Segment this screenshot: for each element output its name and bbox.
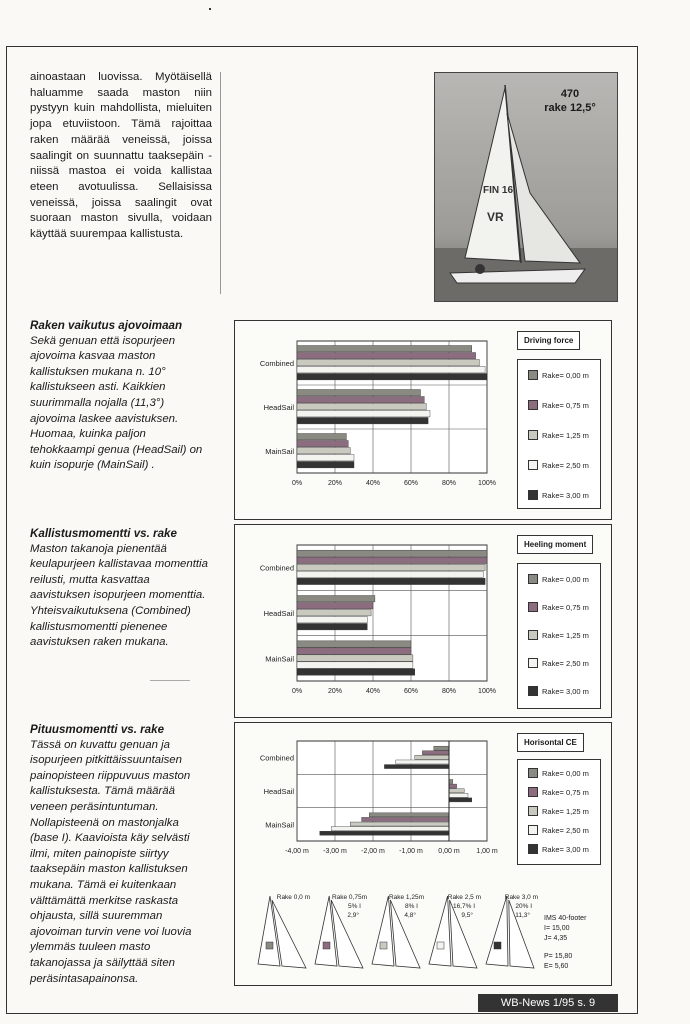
legend-swatch	[528, 844, 538, 854]
legend-item	[528, 370, 589, 380]
section-horizontal-ce	[30, 722, 210, 987]
x-tick-label: 40%	[365, 480, 381, 487]
category-label: MainSail	[265, 447, 294, 456]
headsail-shape	[429, 896, 451, 966]
sail-label: Rake 0,0 m	[276, 894, 310, 901]
bar	[384, 765, 449, 769]
section-heading: Pituusmomentti vs. rake	[30, 723, 165, 736]
legend-swatch	[528, 460, 538, 470]
bar	[449, 793, 468, 797]
ims-p: P= 15,80	[544, 953, 573, 960]
legend-label: Rake= 3,00 m	[542, 686, 589, 696]
legend-swatch	[528, 370, 538, 380]
legend-item	[528, 787, 589, 797]
sail-label-percent: 8% I	[404, 903, 418, 910]
photo-caption	[530, 87, 610, 115]
bar	[297, 360, 479, 366]
x-tick-label: 40%	[365, 688, 381, 695]
sail-label-angle: 2,9°	[347, 912, 359, 919]
bar	[297, 662, 413, 668]
legend-item	[528, 686, 589, 696]
x-tick-label: 100%	[478, 688, 496, 695]
legend-swatch	[528, 400, 538, 410]
column-rule	[220, 72, 221, 294]
category-label: MainSail	[265, 820, 294, 830]
bar	[297, 571, 483, 577]
ce-marker	[323, 942, 330, 949]
x-tick-label: 20%	[327, 480, 343, 487]
bar	[297, 353, 476, 359]
sail-label: Rake 1,25m	[388, 894, 424, 901]
smudge	[150, 680, 190, 681]
bar	[297, 448, 350, 454]
sailboat-photo	[434, 72, 618, 302]
section-heading: Raken vaikutus ajovoimaan	[30, 319, 183, 332]
x-tick-label: 80%	[441, 688, 457, 695]
legend-swatch	[528, 574, 538, 584]
photo-caption-class: 470	[560, 88, 580, 100]
bar	[422, 751, 449, 755]
category-label: Combined	[259, 359, 294, 368]
bar	[297, 462, 354, 468]
section-heading: Kallistusmomentti vs. rake	[30, 527, 177, 540]
legend	[517, 759, 601, 865]
x-tick-label: 0%	[291, 688, 303, 695]
bar	[297, 557, 487, 563]
legend-item	[528, 602, 589, 612]
bar	[297, 624, 367, 630]
bar	[297, 578, 485, 584]
sail-label-angle: 11,3°	[515, 912, 530, 919]
legend-item	[528, 825, 589, 835]
bar	[297, 418, 428, 424]
legend-item	[528, 630, 589, 640]
x-tick-label: 20%	[327, 688, 343, 695]
x-tick-label: -3,00 m	[323, 848, 347, 855]
legend-label: Rake= 0,75 m	[542, 787, 589, 797]
legend-label: Rake= 0,00 m	[542, 370, 589, 380]
category-label: HeadSail	[263, 787, 294, 796]
x-tick-label: 60%	[403, 688, 419, 695]
section-driving-force	[30, 318, 210, 474]
x-tick-label: 80%	[441, 480, 457, 487]
legend-label: Rake= 0,75 m	[542, 602, 589, 612]
bar	[297, 596, 375, 602]
bar	[434, 746, 449, 750]
ims-class: IMS 40-footer	[544, 915, 587, 922]
legend-item	[528, 574, 589, 584]
legend-swatch	[528, 806, 538, 816]
sail-label-angle: 4,8°	[404, 912, 416, 919]
x-tick-label: 0,00 m	[438, 848, 460, 855]
category-label: Combined	[259, 753, 294, 763]
legend-item	[528, 768, 589, 778]
legend-swatch	[528, 630, 538, 640]
legend-swatch	[528, 825, 538, 835]
ce-marker	[494, 942, 501, 949]
bar	[297, 441, 348, 447]
svg-text:VR: VR	[487, 210, 504, 224]
bar	[396, 760, 449, 764]
legend-label: Rake= 1,25 m	[542, 806, 589, 816]
bar	[297, 390, 421, 396]
legend-swatch	[528, 686, 538, 696]
legend-label: Rake= 1,25 m	[542, 430, 589, 440]
bar	[297, 641, 411, 647]
legend-label: Rake= 3,00 m	[542, 844, 589, 854]
bar	[369, 813, 449, 817]
bar	[297, 404, 426, 410]
bar	[297, 434, 346, 440]
sail-label: Rake 3,0 m	[504, 894, 538, 901]
svg-text:FIN 16: FIN 16	[483, 185, 514, 196]
bar	[297, 648, 411, 654]
bar	[320, 831, 449, 835]
bar	[297, 564, 485, 570]
heeling-moment-chart	[234, 524, 612, 718]
page-footer: WB-News 1/95 s. 9	[478, 994, 618, 1012]
ce-marker	[380, 942, 387, 949]
sail-label-angle: 9,5°	[461, 912, 473, 919]
ims-j: J= 4,35	[544, 935, 568, 942]
x-tick-label: -4,00 m	[285, 848, 309, 855]
ims-e: E= 5,60	[544, 963, 569, 970]
sail-label-percent: 5% I	[347, 903, 361, 910]
bar	[297, 397, 424, 403]
section-text: Maston takanoja pienentää keulapurjeen kallistavaa momenttia reilusti, mutta kasvattaa aavistuksen isopurjeen momenttia. Yhteisvaikutuksena (Combined) kallistusmomentti pienenee aavistuksen raken mukana.	[30, 542, 208, 649]
bar	[297, 603, 373, 609]
legend-swatch	[528, 658, 538, 668]
headsail-shape	[486, 896, 508, 966]
bar	[297, 367, 485, 373]
legend-item	[528, 400, 589, 410]
legend-swatch	[528, 787, 538, 797]
sail-label-percent: 16,7% I	[452, 903, 475, 910]
legend-label: Rake= 1,25 m	[542, 630, 589, 640]
bar	[449, 789, 464, 793]
legend-title: Heeling moment	[517, 535, 593, 554]
bar	[297, 346, 472, 352]
x-tick-label: 60%	[403, 480, 419, 487]
x-tick-label: -2,00 m	[361, 848, 385, 855]
legend-swatch	[528, 490, 538, 500]
photo-caption-rake: rake 12,5°	[544, 102, 596, 114]
legend-label: Rake= 0,00 m	[542, 574, 589, 584]
legend-label: Rake= 3,00 m	[542, 490, 589, 500]
bar	[449, 798, 472, 802]
category-label: Combined	[259, 563, 294, 573]
category-label: HeadSail	[263, 403, 294, 412]
sail-diagrams	[248, 882, 548, 978]
ce-marker	[266, 942, 273, 949]
legend	[517, 359, 601, 509]
legend	[517, 563, 601, 709]
bar	[350, 822, 449, 826]
bar	[415, 755, 449, 759]
bar	[449, 780, 453, 784]
x-tick-label: 0%	[291, 480, 303, 487]
x-tick-label: -1,00 m	[399, 848, 423, 855]
legend-label: Rake= 2,50 m	[542, 825, 589, 835]
sail-label-percent: 20% I	[515, 903, 532, 910]
section-heeling-moment	[30, 526, 210, 651]
driving-force-chart	[234, 320, 612, 520]
legend-label: Rake= 2,50 m	[542, 658, 589, 668]
sail-label: Rake 0,75m	[331, 894, 367, 901]
mainsail-shape	[509, 900, 534, 968]
ims-specs	[544, 914, 586, 972]
bar	[297, 550, 487, 556]
sail-label: Rake 2,5 m	[447, 894, 481, 901]
bar	[297, 617, 367, 623]
category-label: HeadSail	[263, 609, 294, 618]
intro-paragraph: ainoastaan luovissa. Myötäisellä haluamme saada maston niin pystyyn kuin mahdollista, mieluiten jopa etuviistoon. Tämä rajoittaa raken määrää veneissä, joissa saalingit on suunnattu taaksepäin - niissä mastoa ei voida kallistaa eteen avotuulissa. Sellaisissa veneissä, joissa saalingit ovat suoraan maston sivulla, voidaan käyttää suurempaa kallistusta.	[30, 71, 212, 241]
x-tick-label: 100%	[478, 480, 496, 487]
x-tick-label: 1,00 m	[476, 848, 498, 855]
bar	[297, 455, 354, 461]
bar	[297, 374, 487, 380]
mainsail-shape	[450, 900, 477, 968]
legend-item	[528, 844, 589, 854]
legend-label: Rake= 0,00 m	[542, 768, 589, 778]
legend-item	[528, 490, 589, 500]
category-label: MainSail	[265, 654, 294, 664]
legend-swatch	[528, 602, 538, 612]
section-text: Sekä genuan että isopurjeen ajovoima kasvaa maston kallistuksen mukana n. 10° kallistukseen asti. Kaikkien suurimmalla nojalla (11,3°) ajovoima laskee aavistuksen. Huomaa, kuinka paljon tehokkaampi genua (HeadSail) on kuin isopurje (MainSail) .	[30, 334, 203, 472]
legend-item	[528, 430, 589, 440]
legend-item	[528, 658, 589, 668]
dot	[209, 8, 211, 10]
bar	[297, 655, 413, 661]
mainsail-shape	[390, 900, 420, 968]
bar	[449, 784, 457, 788]
section-text: Tässä on kuvattu genuan ja isopurjeen pitkittäissuuntaisen painopisteen riippuvuus maston kallistuksesta. Tämä määrää veneen peräsintuntuman. Nollapisteenä on mastonjalka (base I). Kaavioista käy selvästi ilmi, miten painopiste siirtyy taaksepäin maston kallistuksen mukana. Tämä ei kuitenkaan välttämättä merkitse raskasta ohjausta, sillä suuremman ajovoiman turvin vene voi luovia ylemmäs tuuleen masto takanojassa ja säilyttää siten peräsintasapainonsa.	[30, 738, 192, 985]
bar	[297, 610, 371, 616]
legend-label: Rake= 2,50 m	[542, 460, 589, 470]
ims-i: I= 15,00	[544, 925, 570, 932]
legend-title: Driving force	[517, 331, 580, 350]
legend-title: Horisontal CE	[517, 733, 584, 752]
bar	[297, 411, 430, 417]
legend-item	[528, 806, 589, 816]
legend-item	[528, 460, 589, 470]
ce-marker	[437, 942, 444, 949]
legend-swatch	[528, 430, 538, 440]
legend-swatch	[528, 768, 538, 778]
legend-label: Rake= 0,75 m	[542, 400, 589, 410]
bar	[362, 817, 449, 821]
bar	[331, 827, 449, 831]
bar	[297, 669, 415, 675]
